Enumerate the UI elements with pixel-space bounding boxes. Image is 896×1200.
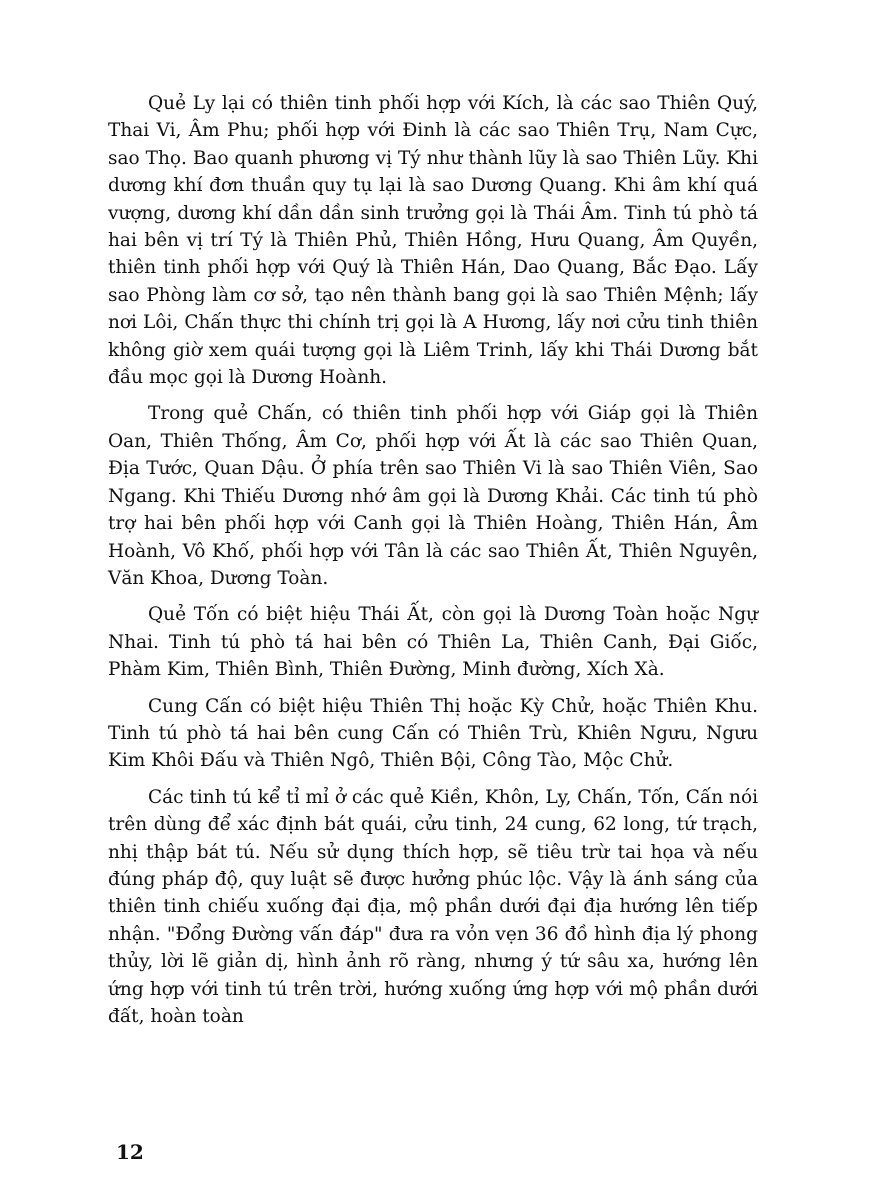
paragraph-ly: Quẻ Ly lại có thiên tinh phối hợp với Kích, là các sao Thiên Quý, Thai Vi, Âm Phu; phối hợp với Đinh là các sao Thiên Trụ, Nam Cực, sao Thọ. Bao quanh phương vị Tý như thành lũy là sao Thiên Lũy. Khi dương khí đơn thuần quy tụ lại là sao Dương Quang. Khi âm khí quá vượng, dương khí dần dần sinh trưởng gọi là Thái Âm. Tinh tú phò tá hai bên vị trí Tý là Thiên Phủ, Thiên Hồng, Hưu Quang, Âm Quyền, thiên tinh phối hợp với Quý là Thiên Hán, Dao Quang, Bắc Đạo. Lấy sao Phòng làm cơ sở, tạo nên thành bang gọi là sao Thiên Mệnh; lấy nơi Lôi, Chấn thực thi chính trị gọi là A Hương, lấy nơi cửu tinh thiên không giờ xem quái tượng gọi là Liêm Trinh, lấy khi Thái Dương bắt đầu mọc gọi là Dương Hoành. [108,93,758,389]
paragraph-ton: Quẻ Tốn có biệt hiệu Thái Ất, còn gọi là Dương Toàn hoặc Ngự Nhai. Tinh tú phò tá hai bên có Thiên La, Thiên Canh, Đại Giốc, Phàm Kim, Thiên Bình, Thiên Đường, Minh đường, Xích Xà. [108,604,758,681]
paragraph-can: Cung Cấn có biệt hiệu Thiên Thị hoặc Kỳ Chử, hoặc Thiên Khu. Tinh tú phò tá hai bên cung Cấn có Thiên Trù, Khiên Ngưu, Ngưu Kim Khôi Đấu và Thiên Ngô, Thiên Bội, Công Tào, Mộc Chử. [108,695,758,772]
page-number: 12 [116,1140,144,1164]
paragraph-summary: Các tinh tú kể tỉ mỉ ở các quẻ Kiền, Khôn, Ly, Chấn, Tốn, Cấn nói trên dùng để xác định bát quái, cửu tinh, 24 cung, 62 long, tứ trạch, nhị thập bát tú. Nếu sử dụng thích hợp, sẽ tiêu trừ tai họa và nếu đúng pháp độ, quy luật sẽ được hưởng phúc lộc. Vậy là ánh sáng của thiên tinh chiếu xuống đại địa, mộ phần dưới đại địa hướng lên tiếp nhận. "Đổng Đường vấn đáp" đưa ra vỏn vẹn 36 đồ hình địa lý phong thủy, lời lẽ giản dị, hình ảnh rõ ràng, nhưng ý tứ sâu xa, hướng lên ứng hợp với tinh tú trên trời, hướng xuống ứng hợp với mộ phần dưới đất, hoàn toàn [108,786,758,1027]
paragraph-chan: Trong quẻ Chấn, có thiên tinh phối hợp với Giáp gọi là Thiên Oan, Thiên Thống, Âm Cơ, phối hợp với Ất là các sao Thiên Quan, Địa Tước, Quan Dậu. Ở phía trên sao Thiên Vi là sao Thiên Viên, Sao Ngang. Khi Thiếu Dương nhớ âm gọi là Dương Khải. Các tinh tú phò trợ hai bên phối hợp với Canh gọi là Thiên Hoàng, Thiên Hán, Âm Hoành, Vô Khố, phối hợp với Tân là các sao Thiên Ất, Thiên Nguyên, Văn Khoa, Dương Toàn. [108,403,758,589]
page-body [108,90,758,1039]
